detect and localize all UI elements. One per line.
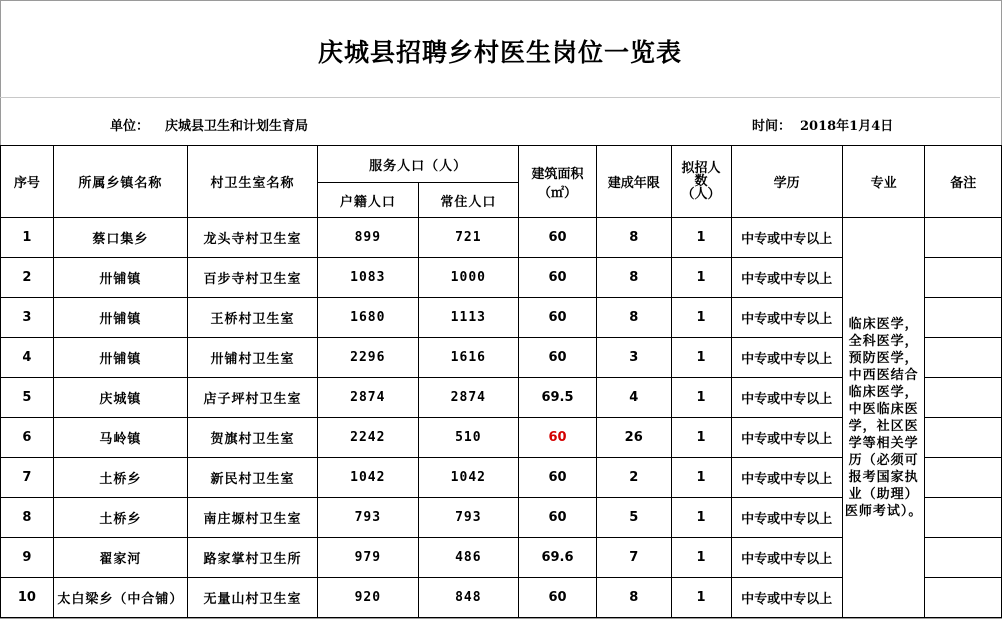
cell-resident: 1616 [418,338,519,378]
cell-major: 临床医学，全科医学，预防医学，中西医结合临床医学，中医临床医学，社区医学等相关学历（必须可报考国家执业（助理）医师考试）。 [842,218,925,618]
cell-remark [925,298,1002,338]
cell-resident: 486 [418,538,519,578]
cell-education: 中专或中专以上 [731,338,842,378]
header-registered-population: 户籍人口 [318,183,419,218]
cell-clinic: 路家掌村卫生所 [187,538,317,578]
cell-area: 60 [519,458,597,498]
title-row [0,0,1000,98]
time-value: 2018年1月4日 [800,119,894,134]
header-clinic: 村卫生室名称 [187,146,317,218]
cell-quota: 1 [671,298,731,338]
cell-resident: 1113 [418,298,519,338]
cell-area: 60 [519,258,597,298]
header-quota: 拟招人数（人） [671,146,731,218]
cell-seq: 1 [1,218,54,258]
cell-education: 中专或中专以上 [731,258,842,298]
cell-clinic: 贺旗村卫生室 [187,418,317,458]
cell-township: 翟家河 [53,538,187,578]
time-label: 时间： [752,119,792,134]
cell-registered: 2296 [318,338,419,378]
cell-year: 8 [596,578,671,618]
cell-resident: 793 [418,498,519,538]
cell-education: 中专或中专以上 [731,378,842,418]
cell-remark [925,498,1002,538]
cell-area: 60 [519,218,597,258]
cell-quota: 1 [671,258,731,298]
cell-township: 土桥乡 [53,498,187,538]
cell-quota: 1 [671,418,731,458]
unit-value: 庆城县卫生和计划生育局 [165,119,309,134]
cell-registered: 1083 [318,258,419,298]
cell-area: 69.6 [519,538,597,578]
header-major: 专业 [842,146,925,218]
positions-table [0,145,1002,618]
cell-area: 60 [519,578,597,618]
cell-clinic: 龙头寺村卫生室 [187,218,317,258]
header-area: 建筑面积（㎡） [519,146,597,218]
cell-year: 7 [596,538,671,578]
cell-seq: 3 [1,298,54,338]
cell-year: 26 [596,418,671,458]
cell-registered: 1680 [318,298,419,338]
cell-remark [925,338,1002,378]
cell-education: 中专或中专以上 [731,418,842,458]
header-remark: 备注 [925,146,1002,218]
cell-quota: 1 [671,218,731,258]
cell-quota: 1 [671,538,731,578]
cell-registered: 1042 [318,458,419,498]
unit-label: 单位： [110,119,150,134]
cell-area: 69.5 [519,378,597,418]
cell-year: 5 [596,498,671,538]
cell-remark [925,218,1002,258]
cell-registered: 793 [318,498,419,538]
cell-year: 8 [596,298,671,338]
meta-row [0,98,1000,144]
header-year: 建成年限 [596,146,671,218]
cell-clinic: 南庄塬村卫生室 [187,498,317,538]
cell-township: 太白梁乡（中合铺） [53,578,187,618]
cell-registered: 979 [318,538,419,578]
cell-year: 3 [596,338,671,378]
cell-area: 60 [519,338,597,378]
cell-registered: 920 [318,578,419,618]
cell-education: 中专或中专以上 [731,498,842,538]
table-row [1,218,1002,258]
cell-quota: 1 [671,458,731,498]
cell-education: 中专或中专以上 [731,218,842,258]
cell-clinic: 新民村卫生室 [187,458,317,498]
cell-education: 中专或中专以上 [731,298,842,338]
cell-resident: 2874 [418,378,519,418]
cell-resident: 1042 [418,458,519,498]
header-township: 所属乡镇名称 [53,146,187,218]
cell-year: 8 [596,218,671,258]
cell-clinic: 王桥村卫生室 [187,298,317,338]
header-service-population: 服务人口（人） [318,146,519,183]
cell-registered: 2242 [318,418,419,458]
cell-clinic: 百步寺村卫生室 [187,258,317,298]
cell-clinic: 无量山村卫生室 [187,578,317,618]
cell-township: 卅铺镇 [53,258,187,298]
cell-area: 60 [519,498,597,538]
cell-seq: 5 [1,378,54,418]
cell-resident: 1000 [418,258,519,298]
cell-remark [925,258,1002,298]
cell-remark [925,458,1002,498]
cell-quota: 1 [671,578,731,618]
cell-township: 庆城镇 [53,378,187,418]
cell-education: 中专或中专以上 [731,538,842,578]
cell-township: 卅铺镇 [53,298,187,338]
cell-remark [925,378,1002,418]
cell-seq: 7 [1,458,54,498]
cell-area: 60 [519,298,597,338]
cell-resident: 721 [418,218,519,258]
header-row-1 [1,146,1002,183]
cell-year: 4 [596,378,671,418]
cell-quota: 1 [671,378,731,418]
cell-registered: 899 [318,218,419,258]
cell-year: 2 [596,458,671,498]
cell-resident: 510 [418,418,519,458]
cell-resident: 848 [418,578,519,618]
cell-seq: 6 [1,418,54,458]
cell-township: 卅铺镇 [53,338,187,378]
cell-township: 土桥乡 [53,458,187,498]
cell-seq: 9 [1,538,54,578]
cell-seq: 4 [1,338,54,378]
cell-quota: 1 [671,338,731,378]
header-seq: 序号 [1,146,54,218]
page-title: 庆城县招聘乡村医生岗位一览表 [317,38,682,67]
cell-remark [925,418,1002,458]
cell-quota: 1 [671,498,731,538]
cell-seq: 10 [1,578,54,618]
cell-seq: 8 [1,498,54,538]
header-education: 学历 [731,146,842,218]
cell-township: 蔡口集乡 [53,218,187,258]
cell-clinic: 店子坪村卫生室 [187,378,317,418]
cell-year: 8 [596,258,671,298]
cell-clinic: 卅铺村卫生室 [187,338,317,378]
cell-area: 60 [519,418,597,458]
cell-remark [925,538,1002,578]
cell-remark [925,578,1002,618]
cell-township: 马岭镇 [53,418,187,458]
cell-education: 中专或中专以上 [731,578,842,618]
header-resident-population: 常住人口 [418,183,519,218]
cell-registered: 2874 [318,378,419,418]
cell-seq: 2 [1,258,54,298]
cell-education: 中专或中专以上 [731,458,842,498]
